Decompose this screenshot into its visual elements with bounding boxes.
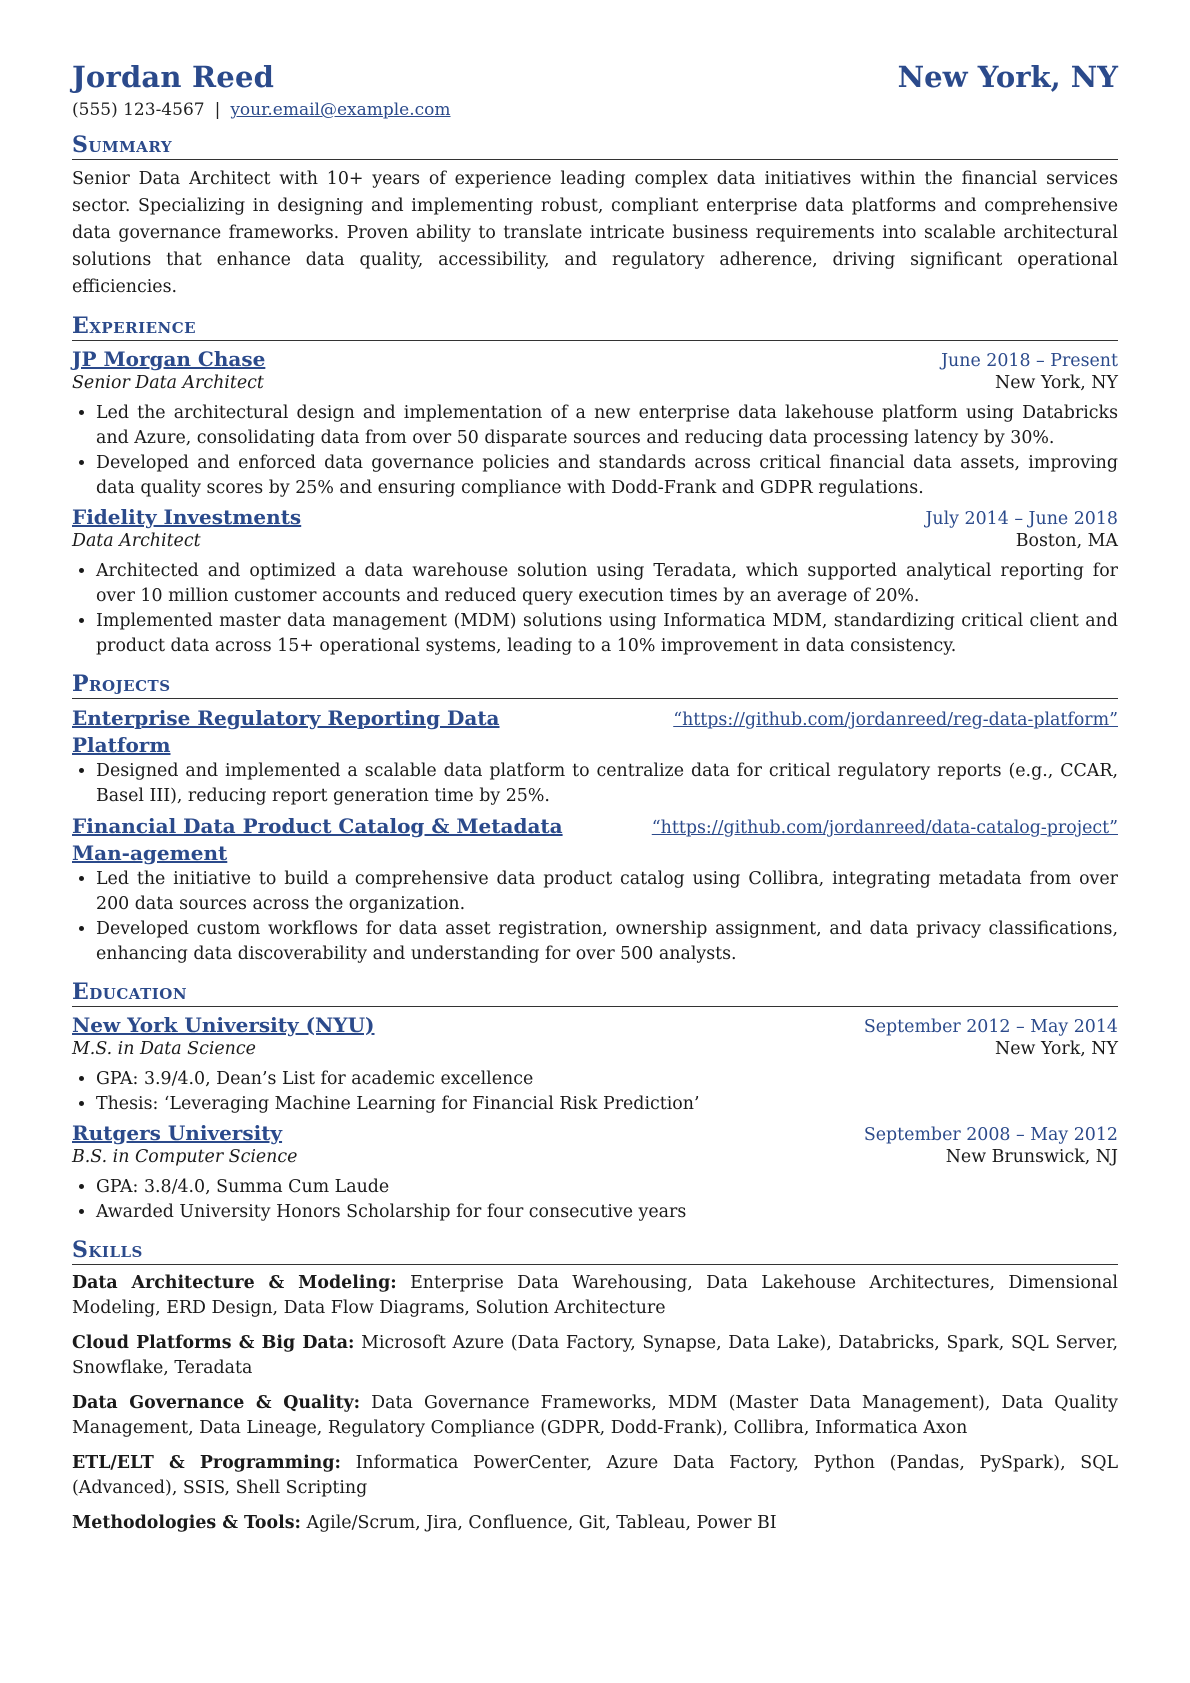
bullet-list	[72, 867, 1118, 967]
bullet-item: • GPA: 3.8/4.0, Summa Cum Laude	[96, 1175, 1118, 1200]
education-dates: September 2012 – May 2014	[863, 1017, 1118, 1037]
section-title-experience: Experience	[72, 313, 1118, 341]
school-location: New York, NY	[995, 1039, 1118, 1059]
bullet-list	[72, 401, 1118, 501]
experience-entry	[72, 505, 1118, 659]
bullet-list	[72, 559, 1118, 659]
school-link[interactable]: Rutgers University	[72, 1121, 283, 1145]
skill-line	[72, 1271, 1118, 1321]
education-dates: September 2008 – May 2012	[863, 1125, 1118, 1145]
project-repo-link[interactable]: “https://github.com/jordanreed/reg-data-platform”	[673, 710, 1118, 730]
employment-dates: June 2018 – Present	[941, 351, 1118, 371]
skill-label: Cloud Platforms & Big Data:	[72, 1333, 355, 1353]
bullet-item: • Led the initiative to build a comprehensive data product catalog using Collibra, integrating metadata from over 200 data sources across the organization.	[96, 867, 1118, 917]
education-entry	[72, 1013, 1118, 1117]
degree: M.S. in Data Science	[72, 1039, 256, 1059]
degree: B.S. in Computer Science	[72, 1147, 298, 1167]
skill-label: ETL/ELT & Programming:	[72, 1453, 341, 1473]
employment-dates: July 2014 – June 2018	[925, 509, 1118, 529]
skill-value: Informatica PowerCenter, Azure Data Factory, Python (Pandas, PySpark), SQL (Advanced), SSIS, Shell Scripting	[72, 1453, 1118, 1498]
skill-value: Agile/Scrum, Jira, Confluence, Git, Tableau, Power BI	[306, 1513, 777, 1533]
school-location: New Brunswick, NJ	[945, 1147, 1118, 1167]
bullet-item: • Developed and enforced data governance policies and standards across critical financial data assets, improving data quality scores by 25% and ensuring compliance with Dodd-Frank and GDPR regulations.	[96, 451, 1118, 501]
candidate-name: Jordan Reed	[72, 60, 275, 94]
contact-separator: |	[214, 100, 221, 120]
school-link[interactable]: New York University (NYU)	[72, 1013, 375, 1037]
skill-label: Data Governance & Quality:	[72, 1393, 361, 1413]
bullet-item: • Awarded University Honors Scholarship for four consecutive years	[96, 1200, 1118, 1225]
skill-line	[72, 1511, 1118, 1536]
bullet-item: • Developed custom workflows for data asset registration, ownership assignment, and data privacy classifications, enhancing data discoverability and understanding for over 500 analysts.	[96, 917, 1118, 967]
bullet-item: • Led the architectural design and implementation of a new enterprise data lakehouse platform using Databricks and Azure, consolidating data from over 50 disparate sources and reducing data processing latency by 30%.	[96, 401, 1118, 451]
employer-link[interactable]: JP Morgan Chase	[72, 347, 266, 371]
project-title-link[interactable]: Enterprise Regulatory Reporting Data Platform	[72, 706, 500, 757]
employer-link[interactable]: Fidelity Investments	[72, 505, 302, 529]
contact-line	[72, 100, 1118, 120]
job-title: Senior Data Architect	[72, 373, 264, 393]
project-repo-link[interactable]: “https://github.com/jordanreed/data-catalog-project”	[651, 818, 1118, 838]
skill-value: Data Governance Frameworks, MDM (Master Data Management), Data Quality Management, Data Lineage, Regulatory Compliance (GDPR, Dodd-Frank), Collibra, Informatica Axon	[72, 1393, 1119, 1438]
bullet-item: • Thesis: ‘Leveraging Machine Learning for Financial Risk Prediction’	[96, 1092, 1118, 1117]
email-link[interactable]: your.email@example.com	[230, 100, 451, 120]
project-entry	[72, 705, 1118, 809]
resume-header	[72, 60, 1118, 94]
bullet-item: • GPA: 3.9/4.0, Dean’s List for academic excellence	[96, 1067, 1118, 1092]
section-title-education: Education	[72, 979, 1118, 1007]
bullet-list	[72, 759, 1118, 809]
skill-value: Microsoft Azure (Data Factory, Synapse, Data Lake), Databricks, Spark, SQL Server, Snowflake, Teradata	[72, 1333, 1119, 1378]
skill-value: Enterprise Data Warehousing, Data Lakehouse Architectures, Dimensional Modeling, ERD Design, Data Flow Diagrams, Solution Architecture	[72, 1273, 1118, 1318]
bullet-item: • Implemented master data management (MDM) solutions using Informatica MDM, standardizing critical client and product data across 15+ operational systems, leading to a 10% improvement in data consistency.	[96, 609, 1118, 659]
job-title: Data Architect	[72, 531, 201, 551]
project-title-link[interactable]: Financial Data Product Catalog & Metadata Man-agement	[72, 814, 563, 865]
candidate-location: New York, NY	[897, 60, 1118, 94]
experience-entry	[72, 347, 1118, 501]
bullet-list	[72, 1175, 1118, 1225]
bullet-item: • Architected and optimized a data warehouse solution using Teradata, which supported analytical reporting for over 10 million customer accounts and reduced query execution times by an average of 20%.	[96, 559, 1118, 609]
skill-line	[72, 1451, 1118, 1501]
bullet-list	[72, 1067, 1118, 1117]
skill-line	[72, 1391, 1118, 1441]
section-title-projects: Projects	[72, 671, 1118, 699]
summary-text: Senior Data Architect with 10+ years of experience leading complex data initiatives within the financial services sector. Specializing in designing and implementing robust, compliant enterprise data platforms and comprehensive data governance frameworks. Proven ability to translate intricate business requirements into scalable architectural solutions that enhance data quality, accessibility, and regulatory adherence, driving significant operational efficiencies.	[72, 169, 1118, 297]
section-title-skills: Skills	[72, 1237, 1118, 1265]
education-entry	[72, 1121, 1118, 1225]
job-location: Boston, MA	[1015, 531, 1118, 551]
job-location: New York, NY	[995, 373, 1118, 393]
phone-number: (555) 123-4567	[72, 100, 205, 120]
bullet-item: • Designed and implemented a scalable data platform to centralize data for critical regulatory reports (e.g., CCAR, Basel III), reducing report generation time by 25%.	[96, 759, 1118, 809]
skill-label: Methodologies & Tools:	[72, 1513, 301, 1533]
skill-line	[72, 1331, 1118, 1381]
section-title-summary: Summary	[72, 132, 1118, 160]
project-entry	[72, 813, 1118, 967]
skill-label: Data Architecture & Modeling:	[72, 1273, 397, 1293]
